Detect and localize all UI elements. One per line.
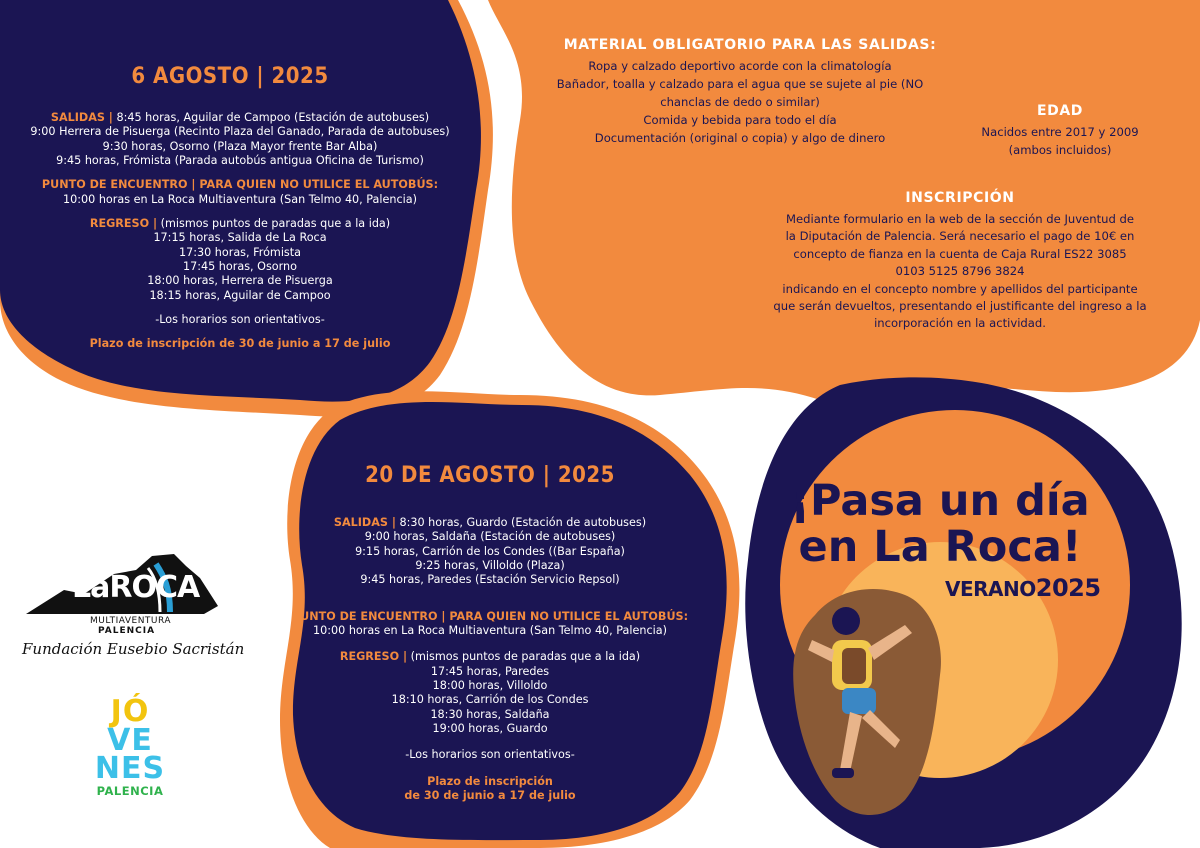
material-title: MATERIAL OBLIGATORIO PARA LAS SALIDAS: — [563, 37, 937, 53]
jovenes-logo — [80, 694, 180, 798]
material-line: Documentación (original o copia) y algo de dinero — [594, 130, 886, 145]
event1-regreso-label: REGRESO | — [89, 216, 158, 230]
event2-title: 20 DE AGOSTO | 2025 — [365, 463, 615, 488]
edad-title: EDAD — [1036, 103, 1084, 119]
event1-salidas-line: 9:00 Herrera de Pisuerga (Recinto Plaza del Ganado, Parada de autobuses) — [30, 125, 450, 139]
laroca-logo-sub: MULTIAVENTURA — [90, 616, 172, 626]
inscripcion-line: concepto de fianza en la cuenta de Caja Rural ES22 3085 — [793, 246, 1127, 261]
material-list — [520, 58, 960, 148]
event1-regreso-first: (mismos puntos de paradas que a la ida) — [157, 216, 391, 230]
event2-regreso-first: (mismos puntos de paradas que a la ida) — [407, 650, 641, 664]
event1-regreso — [10, 217, 470, 231]
promo-year: 2025 — [1035, 574, 1101, 602]
promo-verano — [945, 574, 1101, 602]
event2-punto-text: 10:00 horas en La Roca Multiaventura (San Telmo 40, Palencia) — [313, 623, 667, 637]
material-line: Comida y bebida para todo el día — [643, 112, 837, 127]
fundacion-logo: Fundación Eusebio Sacristán — [22, 640, 245, 658]
inscripcion-line: incorporación en la actividad. — [874, 316, 1046, 331]
event1-regreso-line: 18:15 horas, Aguilar de Campoo — [149, 288, 331, 302]
event1-plazo: Plazo de inscripción de 30 de junio a 17 de julio — [89, 337, 391, 351]
event2-regreso-line: 18:30 horas, Saldaña — [430, 707, 550, 721]
jovenes-logo-line: NES — [94, 751, 166, 786]
event1-regreso-line: 17:45 horas, Osorno — [183, 259, 297, 273]
event2-salidas-line: 9:15 horas, Carrión de los Condes ((Bar España) — [355, 544, 625, 558]
event2-salidas-line: 9:00 horas, Saldaña (Estación de autobuses) — [364, 530, 616, 544]
material-line: chanclas de dedo o similar) — [660, 94, 820, 109]
event1-punto-label: PUNTO DE ENCUENTRO | PARA QUIEN NO UTILICE EL AUTOBÚS: — [41, 178, 439, 192]
event1-salidas-line: 9:45 horas, Frómista (Parada autobús antigua Oficina de Turismo) — [56, 153, 424, 167]
laroca-logo-name: LaROCA — [72, 570, 200, 605]
laroca-logo-city: PALENCIA — [98, 626, 156, 636]
edad-text — [960, 124, 1160, 160]
event1-salidas-label: SALIDAS | — [50, 111, 113, 124]
inscripcion-title: INSCRIPCIÓN — [905, 190, 1015, 206]
event2-note: -Los horarios son orientativos- — [405, 748, 575, 762]
event1-salidas-line: 9:30 horas, Osorno (Plaza Mayor frente Bar Alba) — [102, 139, 378, 153]
event2-plazo-line: de 30 de junio a 17 de julio — [404, 788, 576, 802]
promo-verano-label: VERANO — [945, 577, 1036, 601]
event2-salidas-label: SALIDAS | — [333, 516, 396, 529]
event1-regreso-line: 17:15 horas, Salida de La Roca — [153, 231, 327, 245]
event1-salidas — [10, 111, 470, 125]
promo-title-line2: en La Roca! — [798, 522, 1082, 573]
event2-details — [260, 516, 720, 803]
inscripcion-line: que serán devueltos, presentando el justificante del ingreso a la — [773, 298, 1147, 313]
jovenes-logo-line: VE — [107, 722, 153, 758]
laroca-logo — [24, 548, 224, 648]
material-line: Bañador, toalla y calzado para el agua que se sujete al pie (NO — [556, 76, 924, 91]
inscripcion-line: indicando en el concepto nombre y apellidos del participante — [782, 281, 1138, 296]
event2-regreso — [260, 650, 720, 664]
event2-regreso-line: 18:10 horas, Carrión de los Condes — [391, 693, 589, 707]
event2-regreso-line: 19:00 horas, Guardo — [432, 721, 548, 735]
promo-title-line1: ¡Pasa un día — [790, 476, 1090, 526]
event1-note: -Los horarios son orientativos- — [155, 312, 325, 326]
event2-salidas-first: 8:30 horas, Guardo (Estación de autobuses) — [395, 516, 647, 529]
event2-salidas-line: 9:25 horas, Villoldo (Plaza) — [415, 558, 565, 572]
promo-title — [780, 478, 1100, 571]
event2-salidas-line: 9:45 horas, Paredes (Estación Servicio Repsol) — [360, 573, 620, 587]
event1-regreso-line: 18:00 horas, Herrera de Pisuerga — [147, 274, 333, 288]
jovenes-logo-line: JÓ — [110, 694, 150, 729]
edad-line: Nacidos entre 2017 y 2009 — [981, 125, 1139, 139]
material-line: Ropa y calzado deportivo acorde con la climatología — [588, 59, 892, 73]
inscripcion-line: la Diputación de Palencia. Será necesario el pago de 10€ en — [785, 229, 1135, 244]
event1-title: 6 AGOSTO | 2025 — [131, 64, 329, 89]
event2-regreso-line: 17:45 horas, Paredes — [430, 664, 550, 678]
event1-punto-text: 10:00 horas en La Roca Multiaventura (San Telmo 40, Palencia) — [63, 192, 417, 206]
event2-salidas — [260, 516, 720, 530]
inscripcion-text — [720, 211, 1200, 333]
inscripcion-line: Mediante formulario en la web de la sección de Juventud de — [785, 212, 1135, 226]
event2-punto-label: PUNTO DE ENCUENTRO | PARA QUIEN NO UTILICE EL AUTOBÚS: — [291, 609, 689, 623]
edad-line: (ambos incluidos) — [1008, 142, 1112, 157]
jovenes-logo-city: PALENCIA — [96, 783, 164, 798]
event2-plazo-line: Plazo de inscripción — [427, 774, 553, 788]
inscripcion-line: 0103 5125 8796 3824 — [895, 264, 1025, 279]
event1-regreso-line: 17:30 horas, Frómista — [178, 245, 302, 259]
event2-regreso-line: 18:00 horas, Villoldo — [432, 678, 548, 692]
event2-regreso-label: REGRESO | — [339, 650, 408, 664]
event1-details — [10, 111, 470, 352]
event1-salidas-first: 8:45 horas, Aguilar de Campoo (Estación de autobuses) — [112, 111, 430, 124]
